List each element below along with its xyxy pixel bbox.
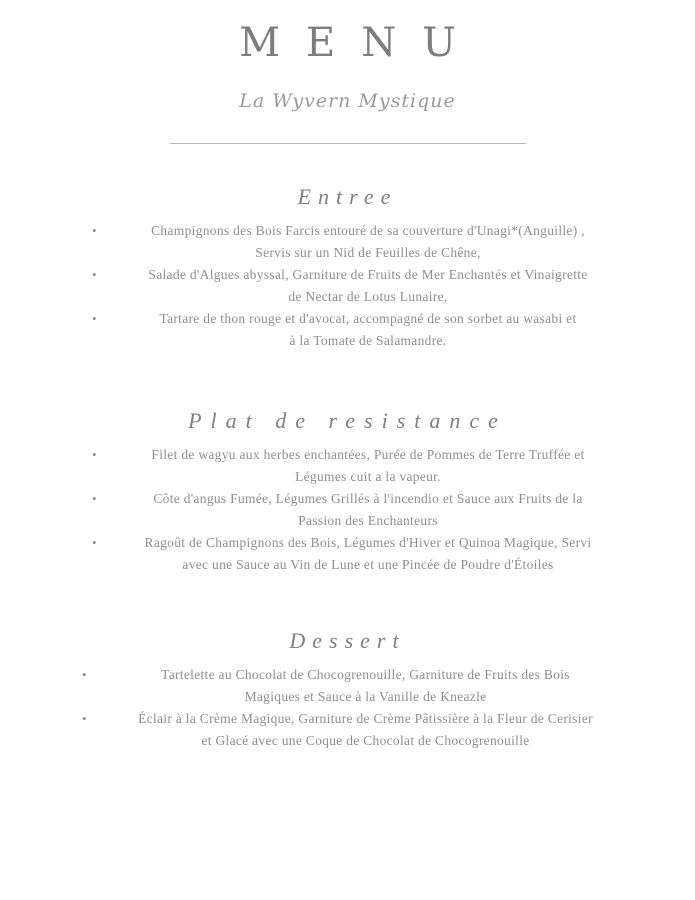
item-line: Salade d'Algues abyssal, Garniture de Fruits de Mer Enchantés et Vinaigrette	[148, 267, 588, 282]
bullet-icon: •	[92, 223, 97, 238]
item-line: Tartelette au Chocolat de Chocogrenouille, Garniture de Fruits des Bois	[161, 667, 570, 682]
plat-list	[92, 444, 632, 576]
bullet-icon: •	[92, 447, 97, 462]
item-line: et Glacé avec une Coque de Chocolat de Chocogrenouille	[201, 733, 530, 748]
item-line: Éclair à la Crème Magique, Garniture de Crème Pâtissière à la Fleur de Cerisier	[138, 711, 593, 726]
menu-title: MENU	[239, 20, 482, 66]
entree-list	[92, 220, 632, 352]
item-line: à la Tomate de Salamandre.	[289, 333, 447, 348]
bullet-icon: •	[92, 267, 97, 282]
item-line: Filet de wagyu aux herbes enchantées, Purée de Pommes de Terre Truffée et	[151, 447, 585, 462]
bullet-icon: •	[92, 535, 97, 550]
section-title-plat: Plat de resistance	[188, 408, 507, 433]
bullet-icon: •	[92, 491, 97, 506]
item-line: Passion des Enchanteurs	[298, 513, 438, 528]
list-item	[82, 664, 637, 708]
item-line: avec une Sauce au Vin de Lune et une Pincée de Poudre d'Étoiles	[182, 557, 554, 572]
item-line: Magiques et Sauce à la Vanille de Kneazle	[244, 689, 487, 704]
list-item	[92, 308, 632, 352]
item-line: Côte d'angus Fumée, Légumes Grillés à l'incendio et Sauce aux Fruits de la	[153, 491, 583, 506]
item-line: Servis sur un Nid de Feuilles de Chêne,	[255, 245, 481, 260]
dessert-list	[82, 664, 637, 752]
title-divider	[170, 143, 526, 144]
list-item	[92, 264, 632, 308]
item-line: Champignons des Bois Farcis entouré de sa couverture d'Unagi*(Anguille) ,	[151, 223, 585, 238]
bullet-icon: •	[92, 311, 97, 326]
section-title-entree: Entree	[297, 184, 398, 209]
restaurant-name: La Wyvern Mystique	[239, 90, 456, 112]
item-line: Légumes cuit a la vapeur.	[295, 469, 441, 484]
item-line: de Nectar de Lotus Lunaire,	[288, 289, 448, 304]
section-title-dessert: Dessert	[289, 628, 406, 653]
list-item	[82, 708, 637, 752]
item-line: Tartare de thon rouge et d'avocat, accompagné de son sorbet au wasabi et	[159, 311, 577, 326]
list-item	[92, 532, 632, 576]
bullet-icon: •	[82, 711, 87, 726]
item-line: Ragoût de Champignons des Bois, Légumes d'Hiver et Quinoa Magique, Servi	[144, 535, 592, 550]
list-item	[92, 488, 632, 532]
list-item	[92, 220, 632, 264]
bullet-icon: •	[82, 667, 87, 682]
list-item	[92, 444, 632, 488]
